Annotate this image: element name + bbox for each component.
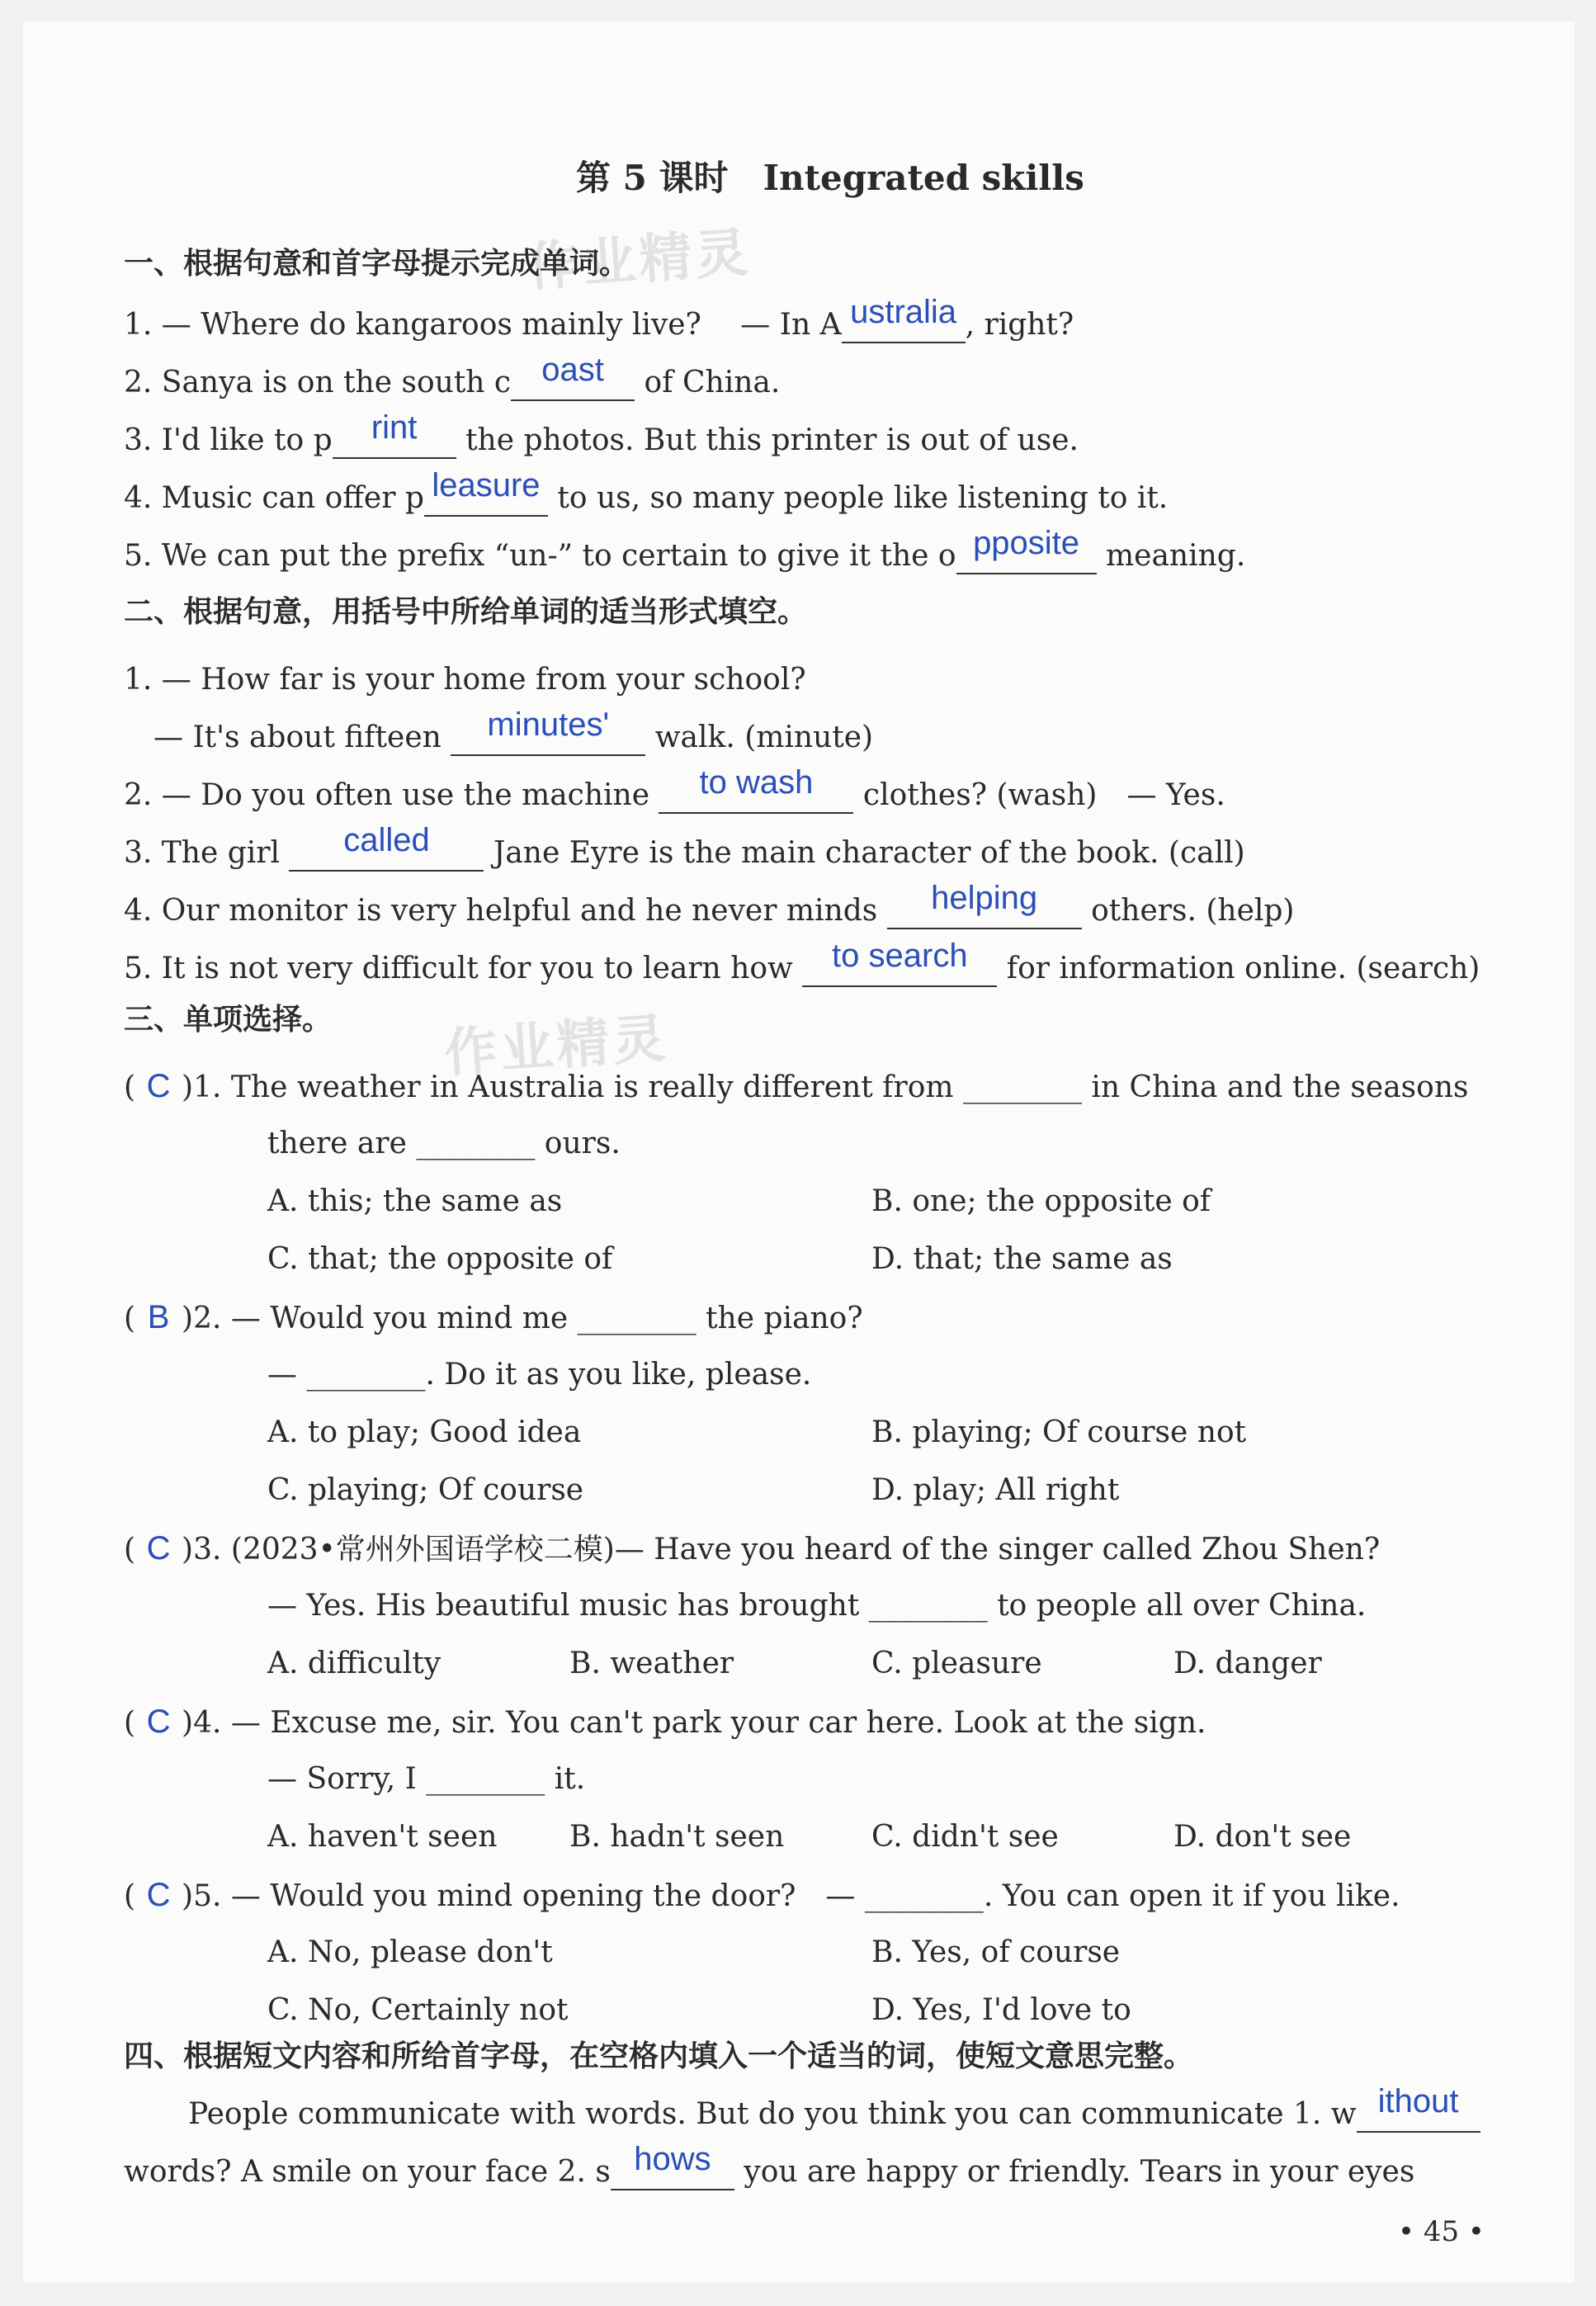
answer-choice[interactable]: B [147,1299,170,1335]
mc-question: ( C )5. — Would you mind opening the door? — ________. You can open it if you like. [124,1877,1400,1913]
fill-item [124,706,874,758]
fill-item [124,294,1074,345]
item-text: Jane Eyre is the main character of the book. (call) [484,836,1245,870]
answer-blank[interactable] [1357,2083,1480,2133]
item-text: 5. It is not very difficult for you to learn how [124,952,803,985]
answer-blank[interactable] [333,409,456,459]
item-text: 5. We can put the prefix “un-” to certain to give it the o [124,539,956,573]
answer-text: hows [634,2141,711,2177]
option[interactable]: A. difficulty [267,1647,441,1680]
item-text: , right? [965,308,1074,342]
answer-choice[interactable]: C [146,1068,171,1104]
watermark: 作业精灵 [525,222,753,300]
page-title: 第 5 课时 Integrated skills [576,158,1084,198]
answer-blank[interactable] [511,352,635,401]
mc-question: ( C )4. — Excuse me, sir. You can't park your car here. Look at the sign. [124,1704,1206,1740]
answer-text: to search [832,938,968,974]
answer-text: leasure [432,467,541,503]
answer-text: ithout [1377,2083,1459,2119]
option[interactable]: D. don't see [1173,1820,1352,1854]
question-number: )4. [182,1706,222,1740]
option[interactable]: D. play; All right [871,1473,1120,1507]
fill-item [124,660,806,700]
item-text: for information online. (search) [997,952,1480,985]
option[interactable]: C. playing; Of course [267,1473,584,1507]
answer-blank[interactable] [802,938,997,987]
item-text: 4. Music can offer p [124,481,424,515]
answer-text: oast [541,352,604,388]
answer-blank[interactable] [659,764,853,814]
item-text: 1. — Where do kangaroos mainly live? — In A [124,308,842,342]
answer-text: pposite [973,525,1080,561]
item-text: of China. [635,366,781,399]
answer-blank[interactable] [956,525,1097,574]
option[interactable]: B. playing; Of course not [871,1415,1247,1449]
question-stem-2: there are ________ ours. [267,1127,621,1160]
answer-text: to wash [699,764,814,801]
option[interactable]: C. that; the opposite of [267,1242,613,1276]
fill-item [124,467,1169,518]
option[interactable]: B. Yes, of course [871,1935,1121,1969]
answer-text: minutes' [487,706,610,743]
answer-blank[interactable] [611,2141,734,2190]
passage-text: you are happy or friendly. Tears in your eyes [734,2155,1415,2189]
question-stem: — Excuse me, sir. You can't park your car here. Look at the sign. [230,1706,1206,1740]
item-text: clothes? (wash) — Yes. [853,778,1225,812]
section-3-heading: 三、单项选择。 [124,1003,333,1037]
option[interactable]: A. this; the same as [267,1184,563,1218]
answer-text: called [343,822,430,858]
answer-blank[interactable] [887,880,1082,929]
fill-item [124,525,1246,576]
question-stem-2: — Yes. His beautiful music has brought ________ to people all over China. [267,1589,1367,1623]
watermark: 作业精灵 [442,1008,671,1085]
passage-text: People communicate with words. But do you think you can communicate 1. w [188,2097,1357,2131]
option[interactable]: C. No, Certainly not [267,1993,569,2027]
option[interactable]: A. haven't seen [267,1820,498,1854]
question-stem-2: — ________. Do it as you like, please. [267,1358,812,1392]
question-stem: — Would you mind opening the door? — ________. You can open it if you like. [230,1879,1400,1913]
item-text: meaning. [1096,539,1246,573]
option[interactable]: D. that; the same as [871,1242,1173,1276]
question-number: )2. [182,1302,222,1335]
option[interactable]: B. hadn't seen [569,1820,785,1854]
option[interactable]: D. Yes, I'd love to [871,1993,1131,2027]
question-stem: (2023•常州外国语学校二模)— Have you heard of the singer called Zhou Shen? [230,1533,1381,1566]
mc-question: ( B )2. — Would you mind me ________ the piano? [124,1299,863,1335]
option[interactable]: B. weather [569,1647,734,1680]
section-2-heading: 二、根据句意，用括号中所给单词的适当形式填空。 [124,595,808,629]
answer-text: rint [371,409,418,446]
section-1-heading: 一、根据句意和首字母提示完成单词。 [124,247,630,281]
option[interactable]: C. pleasure [871,1647,1042,1680]
item-text: — It's about fifteen [124,721,451,754]
fill-item [124,880,1295,931]
answer-blank[interactable] [842,294,966,343]
mc-question: ( C )3. (2023•常州外国语学校二模)— Have you heard of the singer called Zhou Shen? [124,1530,1381,1566]
item-text: others. (help) [1081,894,1295,928]
page-number: • 45 • [1398,2215,1485,2248]
question-number: )1. [182,1070,222,1104]
option[interactable]: C. didn't see [871,1820,1059,1854]
item-text: 2. Sanya is on the south c [124,366,512,399]
answer-text: ustralia [850,294,957,330]
item-text: to us, so many people like listening to it. [547,481,1169,515]
item-text: walk. (minute) [645,721,874,754]
question-stem: The weather in Australia is really different from ________ in China and the seasons [230,1070,1469,1104]
fill-item [124,822,1245,873]
item-text: 1. — How far is your home from your school? [124,663,806,697]
fill-item [124,352,781,403]
fill-item [124,764,1225,815]
answer-blank[interactable] [289,822,484,872]
question-stem-2: — Sorry, I ________ it. [267,1762,586,1796]
mc-question: ( C )1. The weather in Australia is really different from ________ in China and the seasons [124,1068,1469,1104]
option[interactable]: D. danger [1173,1647,1322,1680]
worksheet-page [23,21,1575,2283]
answer-choice[interactable]: C [146,1704,171,1740]
answer-choice[interactable]: C [146,1530,171,1566]
item-text: the photos. But this printer is out of use. [456,423,1079,457]
fill-item [124,938,1480,989]
passage-line-1 [188,2083,1480,2134]
item-text: 2. — Do you often use the machine [124,778,659,812]
answer-blank[interactable] [424,467,548,517]
answer-blank[interactable] [451,706,645,756]
passage-text: words? A smile on your face 2. s [124,2155,611,2189]
question-number: )5. [182,1879,222,1913]
item-text: 4. Our monitor is very helpful and he never minds [124,894,887,928]
answer-choice[interactable]: C [146,1877,171,1913]
fill-item [124,409,1079,461]
question-number: )3. [182,1533,222,1566]
option[interactable]: B. one; the opposite of [871,1184,1211,1218]
section-4-heading: 四、根据短文内容和所给首字母，在空格内填入一个适当的词，使短文意思完整。 [124,2039,1194,2073]
question-stem: — Would you mind me ________ the piano? [230,1302,863,1335]
item-text: 3. I'd like to p [124,423,333,457]
answer-text: helping [931,880,1038,916]
option[interactable]: A. to play; Good idea [267,1415,582,1449]
passage-line-2 [124,2141,1415,2192]
item-text: 3. The girl [124,836,290,870]
option[interactable]: A. No, please don't [267,1935,553,1969]
